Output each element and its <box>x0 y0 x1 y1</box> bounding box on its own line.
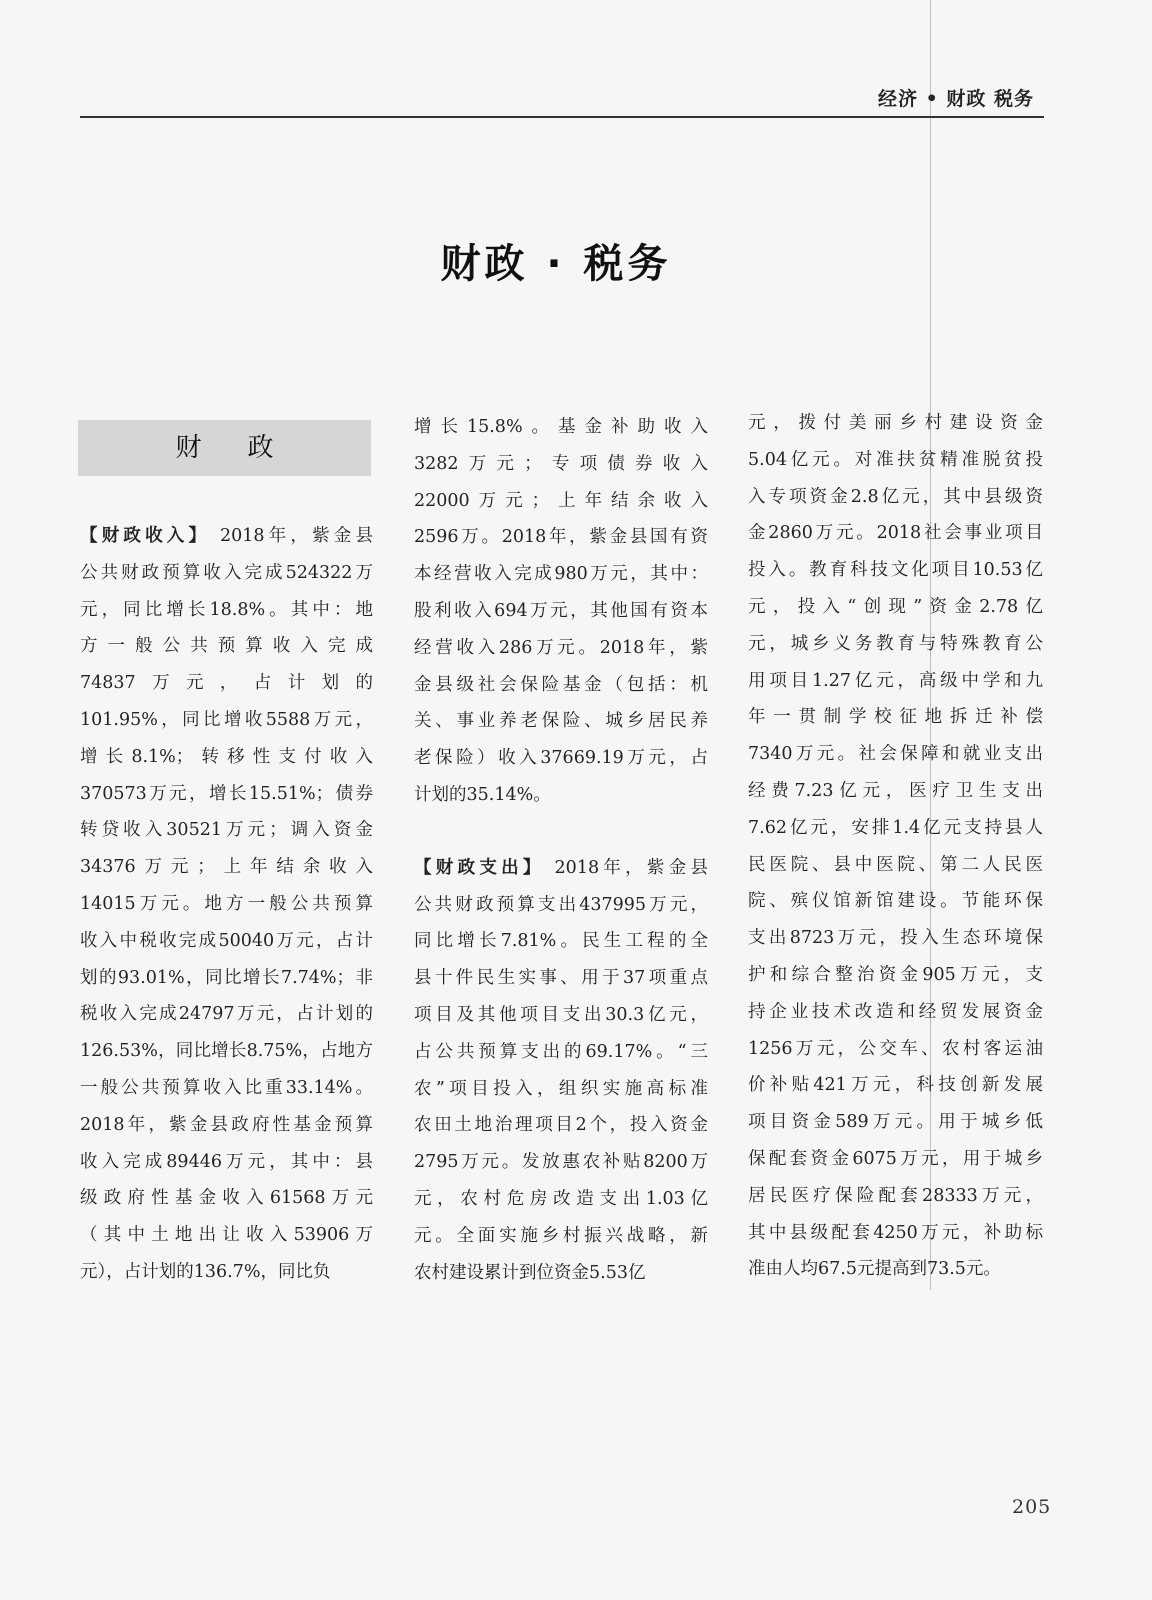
text-line: 增长15.8%。基金补助收入 <box>414 417 708 437</box>
text-line: 护和综合整治资金905万元，支 <box>748 964 1043 985</box>
text-line: 其中县级配套4250万元，补助标 <box>748 1222 1043 1243</box>
text-line: 占公共预算支出的69.17%。“三 <box>414 1041 708 1062</box>
text-line: 税收入完成24797万元，占计划的 <box>80 1004 373 1025</box>
text-line: 项目资金589万元。用于城乡低 <box>748 1112 1043 1133</box>
text-line: 转贷收入30521万元；调入资金 <box>80 820 373 841</box>
text-line: 项目及其他项目支出30.3亿元， <box>414 1004 708 1025</box>
page-number: 205 <box>1012 1496 1052 1518</box>
text-line: 370573万元，增长15.51%；债券 <box>80 783 373 804</box>
text-line: 本经营收入完成980万元，其中： <box>414 564 708 585</box>
text-line: 收入完成89446万元，其中：县 <box>80 1151 373 1172</box>
text-line: 101.95%，同比增收5588万元， <box>80 709 373 730</box>
text-line: 年一贯制学校征地拆迁补偿 <box>748 707 1043 728</box>
text-column-2 <box>414 409 708 1291</box>
text-line: 关、事业养老保险、城乡居民养 <box>414 711 708 732</box>
text-line: 7340万元。社会保障和就业支出 <box>748 744 1043 765</box>
text-line: 元，同比增长18.8%。其中：地 <box>80 599 373 620</box>
text-line: 7.62亿元，安排1.4亿元支持县人 <box>748 817 1043 838</box>
text-line: 126.53%，同比增长8.75%，占地方 <box>80 1041 373 1062</box>
text-line: 22000万元；上年结余收入 <box>414 490 708 511</box>
text-line: 1256万元，公交车、农村客运油 <box>748 1038 1043 1059</box>
text-line: 民医院、县中医院、第二人民医 <box>748 854 1043 875</box>
text-line: 元，农村危房改造支出1.03亿 <box>414 1188 708 1209</box>
text-line: 2596万。2018年，紫金县国有资 <box>414 527 708 548</box>
text-line: 2018年，紫金县政府性基金预算 <box>80 1114 373 1135</box>
text-line: 收入中税收完成50040万元，占计 <box>80 930 373 951</box>
text-line: 金县级社会保险基金（包括：机 <box>414 674 708 695</box>
text-line: 元，拨付美丽乡村建设资金 <box>748 413 1043 433</box>
text-line: 公共财政预算支出437995万元， <box>414 894 708 915</box>
text-line: 34376万元；上年结余收入 <box>80 857 373 878</box>
text-line: 县十件民生实事、用于37项重点 <box>414 968 708 989</box>
text-line: 居民医疗保险配套28333万元， <box>748 1185 1043 1206</box>
text-line: 准由人均67.5元提高到73.5元。 <box>748 1259 1001 1280</box>
text-line: 价补贴421万元，科技创新发展 <box>748 1075 1043 1096</box>
text-line: 【财政支出】 2018年，紫金县 <box>414 857 708 878</box>
text-line: 院、殡仪馆新馆建设。节能环保 <box>748 891 1043 912</box>
text-line: 元），占计划的136.7%，同比负 <box>80 1261 331 1282</box>
text-line: 元，投入“创现”资金2.78亿 <box>748 596 1043 617</box>
text-line: 一般公共预算收入比重33.14%。 <box>80 1077 373 1098</box>
text-line: 3282万元；专项债券收入 <box>414 453 708 474</box>
text-line: 方一般公共预算收入完成 <box>80 636 373 657</box>
text-line: 农”项目投入，组织实施高标准 <box>414 1078 708 1099</box>
text-line: 74837万元，占计划的 <box>80 673 373 694</box>
text-line: 2795万元。发放惠农补贴8200万 <box>414 1152 708 1173</box>
text-line: 元，城乡义务教育与特殊教育公 <box>748 633 1043 654</box>
text-line: 增长8.1%；转移性支付收入 <box>80 746 373 767</box>
text-column-3 <box>748 405 1043 1288</box>
running-header <box>80 78 1044 118</box>
text-line: 计划的35.14%。 <box>414 784 551 805</box>
text-line: 持企业技术改造和经贸发展资金 <box>748 1001 1043 1022</box>
text-line: （其中土地出让收入53906万 <box>80 1225 373 1246</box>
text-line: 14015万元。地方一般公共预算 <box>80 893 373 914</box>
text-line: 用项目1.27亿元，高级中学和九 <box>748 670 1043 691</box>
text-line: 农田土地治理项目2个，投入资金 <box>414 1115 708 1136</box>
text-line: 保配套资金6075万元，用于城乡 <box>748 1148 1043 1169</box>
text-column-1 <box>80 518 373 1291</box>
text-line: 同比增长7.81%。民生工程的全 <box>414 931 708 952</box>
section-heading: 财政 <box>175 433 320 463</box>
section-heading-box <box>78 420 371 476</box>
text-line: 金2860万元。2018社会事业项目 <box>748 523 1043 544</box>
text-line: 投入。教育科技文化项目10.53亿 <box>748 560 1043 581</box>
text-line: 5.04亿元。对准扶贫精准脱贫投 <box>748 449 1043 470</box>
paragraph-tag: 【财政收入】 <box>80 526 211 546</box>
text-line: 入专项资金2.8亿元，其中县级资 <box>748 486 1043 507</box>
expenditure-paragraph <box>414 850 708 1292</box>
text-line: 经营收入286万元。2018年，紫 <box>414 637 708 658</box>
text-line: 经费7.23亿元，医疗卫生支出 <box>748 780 1043 801</box>
text-line: 支出8723万元，投入生态环境保 <box>748 928 1043 949</box>
revenue-paragraph-continued <box>414 409 708 814</box>
text-line: 划的93.01%，同比增长7.74%；非 <box>80 967 373 988</box>
running-header-title: 经济 • 财政 税务 <box>878 88 1034 110</box>
text-line: 公共财政预算收入完成524322万 <box>80 562 373 583</box>
page-title: 财政 · 税务 <box>440 241 672 287</box>
text-line: 农村建设累计到位资金5.53亿 <box>414 1262 646 1283</box>
text-line: 级政府性基金收入61568万元 <box>80 1188 373 1209</box>
paragraph-tag: 【财政支出】 <box>414 857 545 878</box>
text-line: 元。全面实施乡村振兴战略，新 <box>414 1225 708 1246</box>
text-line: 老保险）收入37669.19万元，占 <box>414 748 708 769</box>
text-line: 股利收入694万元，其他国有资本 <box>414 600 708 621</box>
text-line: 【财政收入】 2018年，紫金县 <box>80 526 373 546</box>
